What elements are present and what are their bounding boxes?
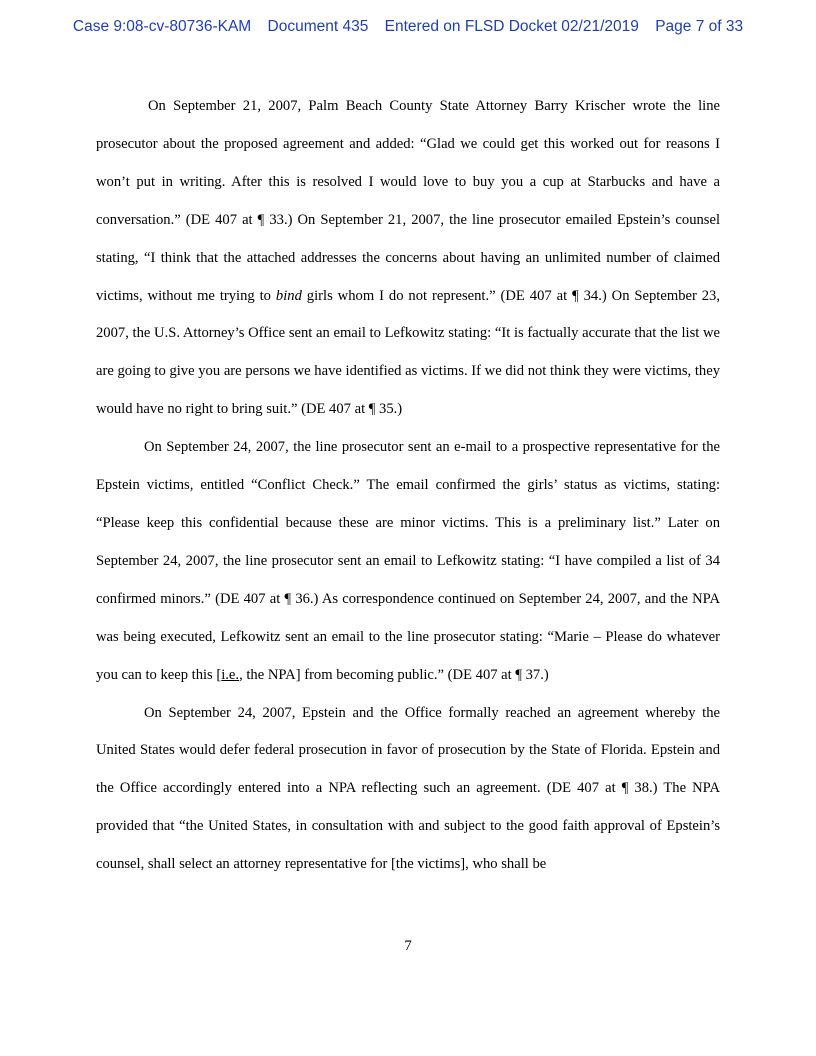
paragraph-2: On September 24, 2007, the line prosecutor sent an e-mail to a prospective representative for the Epstein victims, entitled “Conflict Check.” The email confirmed the girls’ status as victims, stating: “Please keep this confidential because these are minor victims. This is a preliminary list.” Later on September 24, 2007, the line prosecutor sent an email to Lefkowitz stating: “I have compiled a list of 34 confirmed minors.” (DE 407 at ¶ 36.) As correspondence continued on September 24, 2007, and the NPA was being executed, Lefkowitz sent an email to the line prosecutor stating: “Marie – Please do whatever you can to keep this [i.e., the NPA] from becoming public.” (DE 407 at ¶ 37.) — [96, 439, 720, 683]
page-indicator: Page 7 of 33 — [655, 18, 744, 35]
paragraph-1: On September 21, 2007, Palm Beach County State Attorney Barry Krischer wrote the line prosecutor about the proposed agreement and added: “Glad we could get this worked out for reasons I won’t put in writing. After this is resolved I would love to buy you a cup at Starbucks and have a conversation.” (DE 407 at ¶ 33.) On September 21, 2007, the line prosecutor emailed Epstein’s counsel stating, “I think that the attached addresses the concerns about having an unlimited number of claimed victims, without me trying to bind girls whom I do not represent.” (DE 407 at ¶ 34.) On September 23, 2007, the U.S. Attorney’s Office sent an email to Lefkowitz stating: “It is factually accurate that the list we are going to give you are persons we have identified as victims. If we did not think they were victims, they would have no right to bring suit.” (DE 407 at ¶ 35.) — [96, 98, 720, 418]
case-number: Case 9:08-cv-80736-KAM — [72, 18, 252, 35]
document-number: Document 435 — [267, 18, 369, 35]
paragraph-3: On September 24, 2007, Epstein and the Office formally reached an agreement whereby the United States would defer federal prosecution in favor of prosecution by the State of Florida. Epstein and the Office accordingly entered into a NPA reflecting such an agreement. (DE 407 at ¶ 38.) The NPA provided that “the United States, in consultation with and subject to the good faith approval of Epstein’s counsel, shall select an attorney representative for [the victims], who shall be — [96, 704, 720, 873]
docket-header — [0, 18, 816, 36]
entered-docket: Entered on FLSD Docket 02/21/2019 — [384, 18, 639, 35]
page-number: 7 — [404, 938, 412, 954]
document-body — [96, 88, 720, 884]
